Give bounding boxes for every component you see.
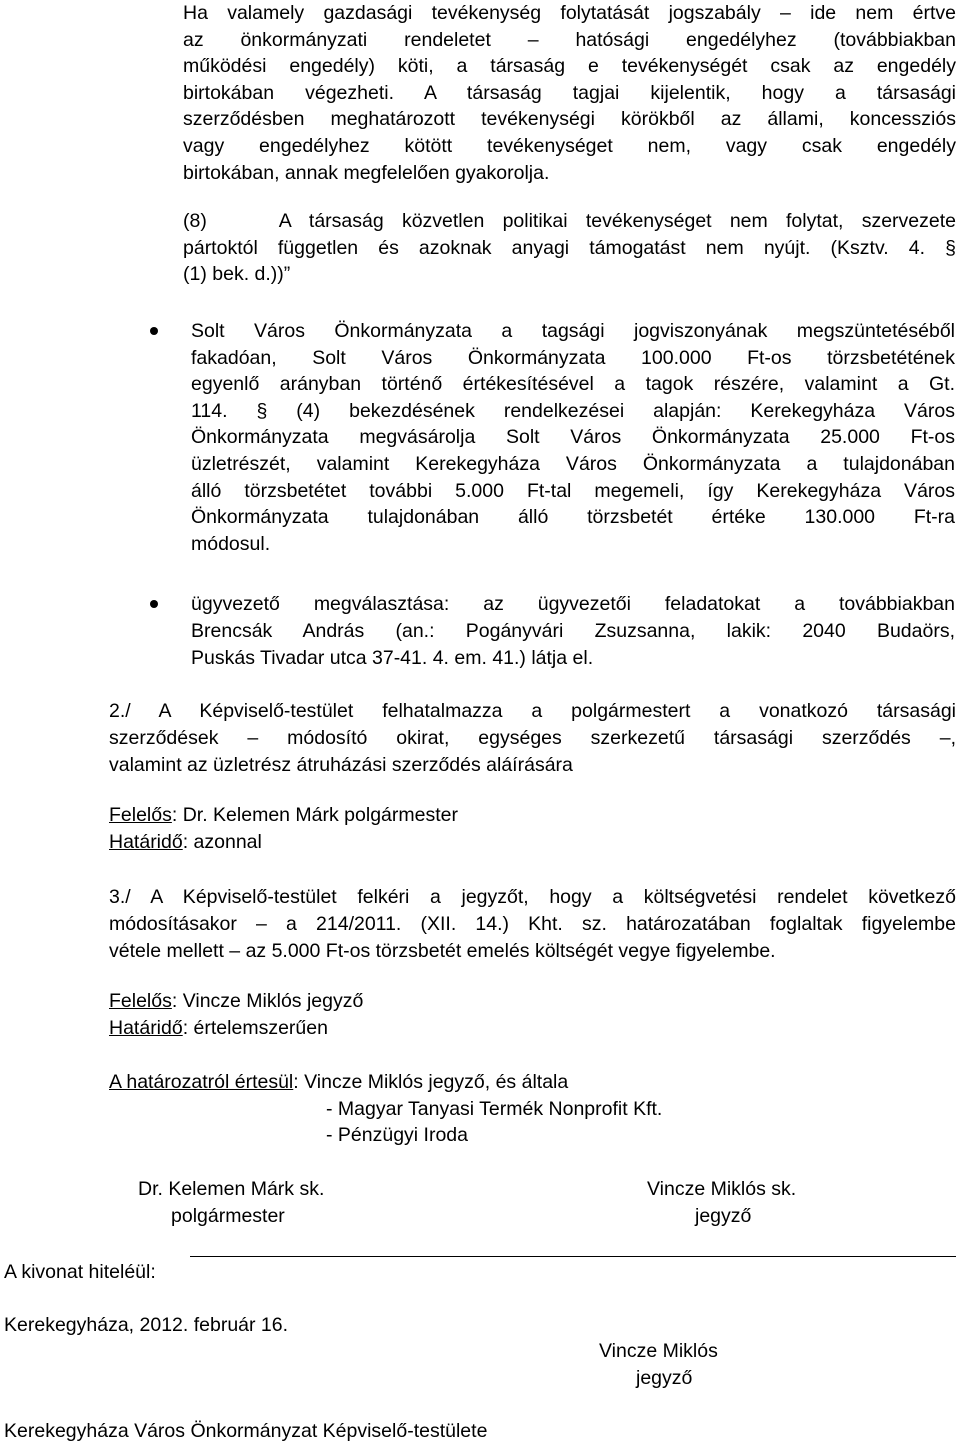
text-line: módosul. bbox=[191, 532, 271, 555]
responsible-line bbox=[109, 804, 458, 827]
footer-signer-title: jegyző bbox=[636, 1367, 693, 1389]
text-line: módosításakor – a 214/2011. (XII. 14.) Kht. sz. határozatában foglaltak figyelembe bbox=[109, 913, 956, 935]
deadline-label: Határidő bbox=[109, 1017, 183, 1039]
text-line: birtokában végezheti. A társaság tagjai kijelentik, hogy a társasági bbox=[183, 81, 956, 104]
text-line: fakadóan, Solt Város Önkormányzata 100.000 Ft-os törzsbetétének bbox=[191, 346, 955, 369]
responsible-label: Felelős bbox=[109, 990, 172, 1012]
text-line: 114. § (4) bekezdésének rendelkezései alapján: Kerekegyháza Város bbox=[191, 399, 955, 422]
text-line: Solt Város Önkormányzata a tagsági jogviszonyának megszüntetéséből bbox=[191, 320, 955, 342]
notification-line bbox=[109, 1071, 568, 1094]
paragraph-8 bbox=[183, 208, 956, 288]
responsible-line bbox=[109, 990, 363, 1013]
notification-item: - Magyar Tanyasi Termék Nonprofit Kft. bbox=[326, 1098, 663, 1120]
text-line: Ha valamely gazdasági tevékenység folytatását jogszabály – ide nem értve bbox=[183, 2, 956, 24]
responsible-value: : Dr. Kelemen Márk polgármester bbox=[171, 804, 458, 826]
resolution-point-2 bbox=[109, 698, 956, 779]
bullet-dot bbox=[150, 600, 158, 608]
text-line: ügyvezető megválasztása: az ügyvezetői feladatokat a továbbiakban bbox=[191, 593, 955, 615]
text-line: birtokában, annak megfelelően gyakorolja. bbox=[183, 161, 550, 184]
notification-label: A határozatról értesül bbox=[109, 1071, 294, 1093]
bullet-item bbox=[191, 318, 955, 557]
deadline-value: : értelemszerűen bbox=[182, 1017, 328, 1039]
signature-left-title: polgármester bbox=[171, 1205, 285, 1227]
notification-item: - Pénzügyi Iroda bbox=[326, 1124, 468, 1146]
text-line: Puskás Tivadar utca 37-41. 4. em. 41.) látja el. bbox=[191, 647, 594, 669]
resolution-point-3 bbox=[109, 884, 956, 965]
text-line: (1) bek. d.))” bbox=[183, 263, 291, 286]
text-line: szerződések – módosító okirat, egységes szerkezetű társasági szerződés –, bbox=[109, 727, 956, 749]
responsible-label: Felelős bbox=[109, 804, 172, 826]
text-line: 3./ A Képviselő-testület felkéri a jegyzőt, hogy a költségvetési rendelet következő bbox=[109, 886, 956, 908]
deadline-value: : azonnal bbox=[182, 831, 262, 853]
place-date: Kerekegyháza, 2012. február 16. bbox=[4, 1314, 289, 1336]
bullet-item bbox=[191, 591, 955, 672]
text-line: vétele mellett – az 5.000 Ft-os törzsbetét emelés költségét vegye figyelembe. bbox=[109, 940, 776, 962]
text-line: szerződésben meghatározott tevékenységi körökből az állami, koncessziós bbox=[183, 108, 956, 131]
footer-signer-name: Vincze Miklós bbox=[599, 1340, 718, 1362]
text-line: az önkormányzati rendeletet – hatósági engedélyhez (továbbiakban bbox=[183, 28, 956, 51]
text-line: működési engedély) köti, a társaság e tevékenységét csak az engedély bbox=[183, 55, 956, 78]
text-line: Brencsák András (an.: Pogányvári Zsuzsanna, lakik: 2040 Budaörs, bbox=[191, 620, 955, 642]
deadline-line bbox=[109, 1017, 328, 1040]
bullet-dot bbox=[150, 327, 158, 335]
issuer-line: Kerekegyháza Város Önkormányzat Képviselő-testülete bbox=[4, 1420, 488, 1442]
text-line: valamint az üzletrész átruházási szerződés aláírására bbox=[109, 754, 573, 776]
signature-right-name: Vincze Miklós sk. bbox=[647, 1178, 797, 1200]
divider-line bbox=[190, 1256, 956, 1257]
text-line: 2./ A Képviselő-testület felhatalmazza a polgármestert a vonatkozó társasági bbox=[109, 700, 956, 722]
certified-label: A kivonat hiteléül: bbox=[4, 1261, 156, 1283]
text-line: vagy engedélyhez kötött tevékenységet nem, vagy csak engedély bbox=[183, 134, 956, 157]
text-line: egyenlő arányban történő értékesítésével a tagok részére, valamint a Gt. bbox=[191, 373, 955, 396]
responsible-value: : Vincze Miklós jegyző bbox=[171, 990, 364, 1012]
deadline-line bbox=[109, 831, 262, 854]
text-line: álló törzsbetétet további 5.000 Ft-tal megemeli, így Kerekegyháza Város bbox=[191, 479, 955, 502]
text-line: (8) A társaság közvetlen politikai tevékenységet nem folytat, szervezete bbox=[183, 210, 956, 232]
text-line: üzletrészét, valamint Kerekegyháza Város Önkormányzata a tulajdonában bbox=[191, 452, 955, 475]
signature-left-name: Dr. Kelemen Márk sk. bbox=[138, 1178, 325, 1200]
deadline-label: Határidő bbox=[109, 831, 183, 853]
text-line: Önkormányzata megvásárolja Solt Város Önkormányzata 25.000 Ft-os bbox=[191, 426, 955, 449]
text-line: pártoktól független és azoknak anyagi támogatást nem nyújt. (Ksztv. 4. § bbox=[183, 236, 956, 259]
signature-right-title: jegyző bbox=[695, 1205, 752, 1227]
intro-paragraph bbox=[183, 0, 956, 186]
notification-first: : Vincze Miklós jegyző, és általa bbox=[293, 1071, 569, 1093]
text-line: Önkormányzata tulajdonában álló törzsbetét értéke 130.000 Ft-ra bbox=[191, 506, 955, 529]
